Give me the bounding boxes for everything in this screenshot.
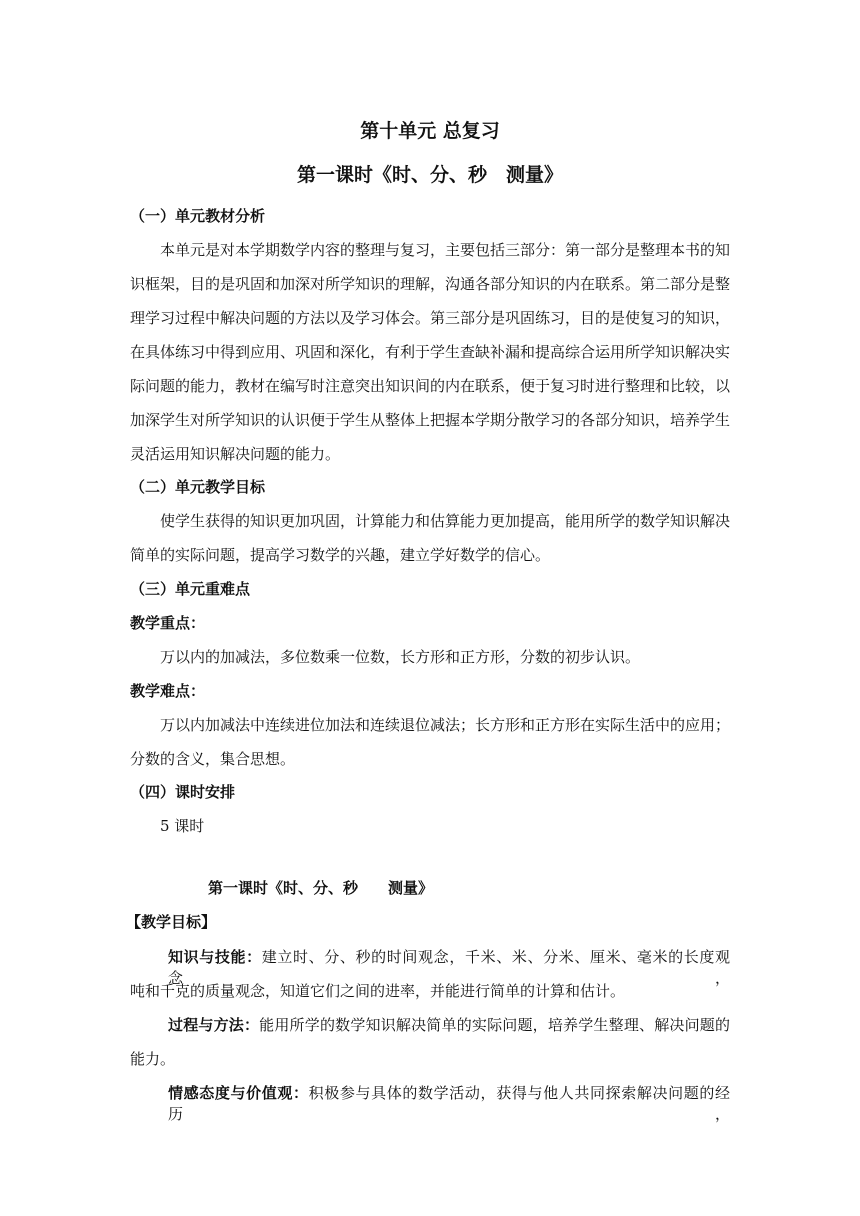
page-title: 第十单元 总复习 [360,120,500,142]
lesson-count: 5 课时 [160,817,205,835]
difficult-points-line: 万以内加减法中连续进位加法和连续退位减法；长方形和正方形在实际生活中的应用； [160,716,731,734]
goal-knowledge-label: 知识与技能： [168,948,262,966]
section-1-line: 在具体练习中得到应用、巩固和深化，有利于学生查缺补漏和提高综合运用所学知识解决实 [130,343,731,361]
section-3-heading: （三）单元重难点 [130,580,251,598]
section-1-line: 本单元是对本学期数学内容的整理与复习，主要包括三部分：第一部分是整理本书的知 [160,241,731,259]
section-1-line: 际问题的能力，教材在编写时注意突出知识间的内在联系，便于复习时进行整理和比较，以 [130,377,731,395]
goal-knowledge-text: 建立时、分、秒的时间观念，千米、米、分米、厘米、毫米的长度观念， [168,948,730,987]
goal-knowledge-line-2: 吨和千克的质量观念，知道它们之间的进率，并能进行简单的计算和估计。 [130,982,626,1000]
section-1-line: 灵活运用知识解决问题的能力。 [130,445,341,463]
section-1-line: 理学习过程中解决问题的方法以及学习体会。第三部分是巩固练习，目的是使复习的知识， [130,309,731,327]
section-4-heading: （四）课时安排 [130,783,236,801]
page-subtitle: 第一课时《时、分、秒 测量》 [296,164,563,186]
section-2-line: 使学生获得的知识更加巩固，计算能力和估算能力更加提高，能用所学的数学知识解决 [160,512,731,530]
key-points-text: 万以内的加减法，多位数乘一位数，长方形和正方形，分数的初步认识。 [160,648,641,666]
key-points-label: 教学重点： [130,614,206,632]
section-1-line: 加深学生对所学知识的认识便于学生从整体上把握本学期分散学习的各部分知识，培养学生 [130,411,731,429]
goal-attitude-label: 情感态度与价值观： [168,1084,309,1102]
difficult-points-label: 教学难点： [130,682,206,700]
section-1-line: 识框架，目的是巩固和加深对所学知识的理解，沟通各部分知识的内在联系。第二部分是整 [130,275,731,293]
section-1-heading: （一）单元教材分析 [130,207,266,225]
difficult-points-line: 分数的含义，集合思想。 [130,750,296,768]
goals-heading: 【教学目标】 [126,913,217,931]
lesson-title: 第一课时《时、分、秒 测量》 [208,879,434,897]
goal-attitude-line [168,1082,730,1124]
section-2-heading: （二）单元教学目标 [130,478,266,496]
goal-process-text: 能用所学的数学知识解决简单的实际问题，培养学生整理、解决问题的 [259,1016,730,1034]
goal-attitude-text: 积极参与具体的数学活动，获得与他人共同探索解决问题的经历， [168,1084,730,1123]
goal-process-label: 过程与方法： [168,1016,260,1034]
goal-process-line [168,1014,730,1035]
goal-process-line-2: 能力。 [130,1050,176,1068]
section-2-line: 简单的实际问题，提高学习数学的兴趣，建立学好数学的信心。 [130,546,551,564]
